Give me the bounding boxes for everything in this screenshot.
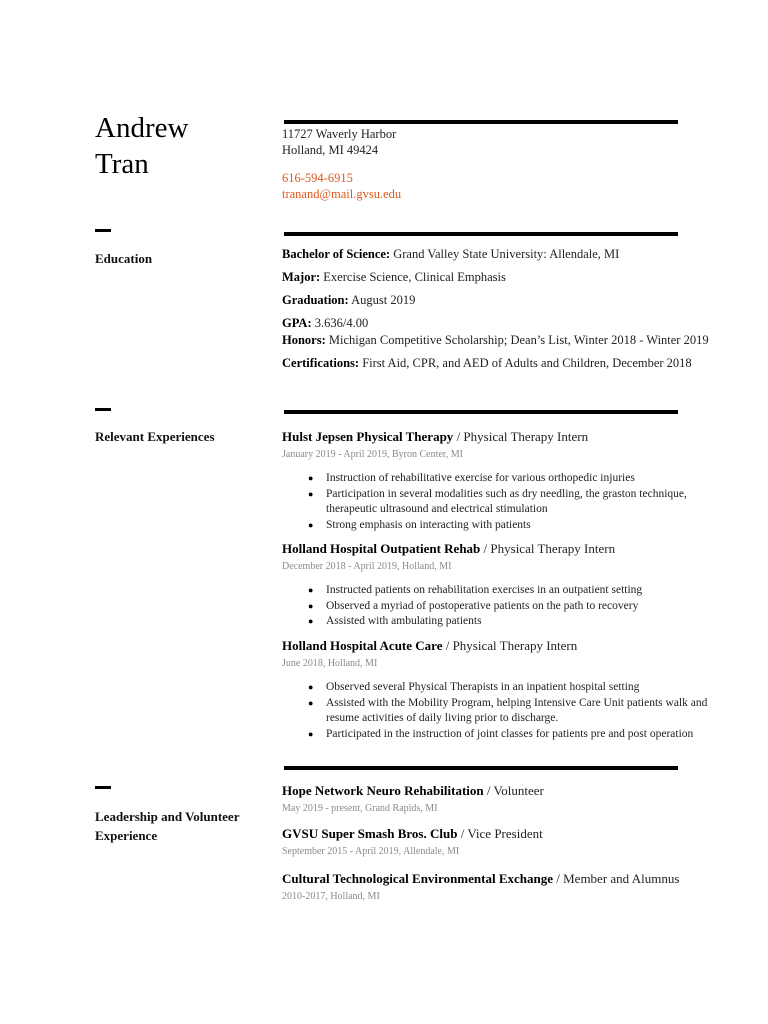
- bullet-item: ● Assisted with ambulating patients: [326, 614, 722, 630]
- role-title: Hope Network Neuro Rehabilitation / Volunteer: [282, 783, 544, 798]
- header-rule: [284, 120, 678, 124]
- leadership-rule: [284, 766, 678, 770]
- role-title: GVSU Super Smash Bros. Club / Vice President: [282, 826, 543, 841]
- last-name: Tran: [95, 148, 149, 180]
- experience-rule: [284, 410, 678, 414]
- honors-line: Honors: Michigan Competitive Scholarship; Dean’s List, Winter 2018 - Winter 2019: [282, 333, 709, 347]
- role-meta: 2010-2017, Holland, MI: [282, 891, 380, 902]
- resume-name: [95, 110, 188, 182]
- role-meta: September 2015 - April 2019, Allendale, MI: [282, 846, 460, 857]
- first-name: Andrew: [95, 112, 189, 144]
- bullet-item: ● Participation in several modalities such as dry needling, the graston technique, therapeutic ultrasound and electrical stimulation: [326, 487, 722, 518]
- bullet-item: ● Observed a myriad of postoperative patients on the path to recovery: [326, 599, 722, 615]
- job-meta: June 2018, Holland, MI: [282, 658, 378, 669]
- job-meta: January 2019 - April 2019, Byron Center, MI: [282, 449, 463, 460]
- experience-marker: [95, 408, 111, 411]
- phone: 616-594-6915: [282, 171, 353, 185]
- job-title: Holland Hospital Outpatient Rehab / Physical Therapy Intern: [282, 541, 616, 556]
- experience-entry: [282, 428, 722, 533]
- bullet-item: ● Observed several Physical Therapists in an inpatient hospital setting: [326, 680, 722, 696]
- experience-heading: Relevant Experiences: [95, 429, 215, 444]
- education-heading: Education: [95, 251, 153, 266]
- education-block: [282, 246, 709, 372]
- leadership-entry: [282, 825, 722, 858]
- bullet-item: ● Assisted with the Mobility Program, helping Intensive Care Unit patients walk and resume activities of daily living prior to discharge.: [326, 696, 722, 727]
- email: tranand@mail.gvsu.edu: [282, 187, 402, 201]
- education-marker: [95, 229, 111, 232]
- job-meta: December 2018 - April 2019, Holland, MI: [282, 561, 452, 572]
- job-bullets: [282, 471, 722, 533]
- job-title: Hulst Jepsen Physical Therapy / Physical Therapy Intern: [282, 429, 589, 444]
- contact-block: [282, 126, 401, 202]
- major-line: Major: Exercise Science, Clinical Emphasis: [282, 270, 506, 284]
- role-title: Cultural Technological Environmental Exchange / Member and Alumnus: [282, 871, 680, 886]
- leadership-marker: [95, 786, 111, 789]
- experience-entry: [282, 637, 722, 742]
- address-line2: Holland, MI 49424: [282, 143, 379, 157]
- bullet-item: ● Strong emphasis on interacting with patients: [326, 518, 722, 534]
- role-meta: May 2019 - present, Grand Rapids, MI: [282, 803, 438, 814]
- bullet-item: ● Participated in the instruction of joint classes for patients pre and post operation: [326, 727, 722, 743]
- gpa-line: GPA: 3.636/4.00: [282, 316, 369, 330]
- job-title: Holland Hospital Acute Care / Physical Therapy Intern: [282, 638, 578, 653]
- job-bullets: [282, 583, 722, 630]
- job-bullets: [282, 680, 722, 742]
- address-line1: 11727 Waverly Harbor: [282, 127, 397, 141]
- education-rule: [284, 232, 678, 236]
- degree-line: Bachelor of Science: Grand Valley State University: Allendale, MI: [282, 247, 620, 261]
- graduation-line: Graduation: August 2019: [282, 293, 416, 307]
- certifications-line: Certifications: First Aid, CPR, and AED of Adults and Children, December 2018: [282, 356, 692, 370]
- leadership-entry: [282, 782, 722, 815]
- bullet-item: ● Instructed patients on rehabilitation exercises in an outpatient setting: [326, 583, 722, 599]
- leadership-heading: Leadership and Volunteer Experience: [95, 809, 240, 843]
- leadership-entry: [282, 870, 722, 903]
- experience-entry: [282, 540, 722, 630]
- bullet-item: ● Instruction of rehabilitative exercise for various orthopedic injuries: [326, 471, 722, 487]
